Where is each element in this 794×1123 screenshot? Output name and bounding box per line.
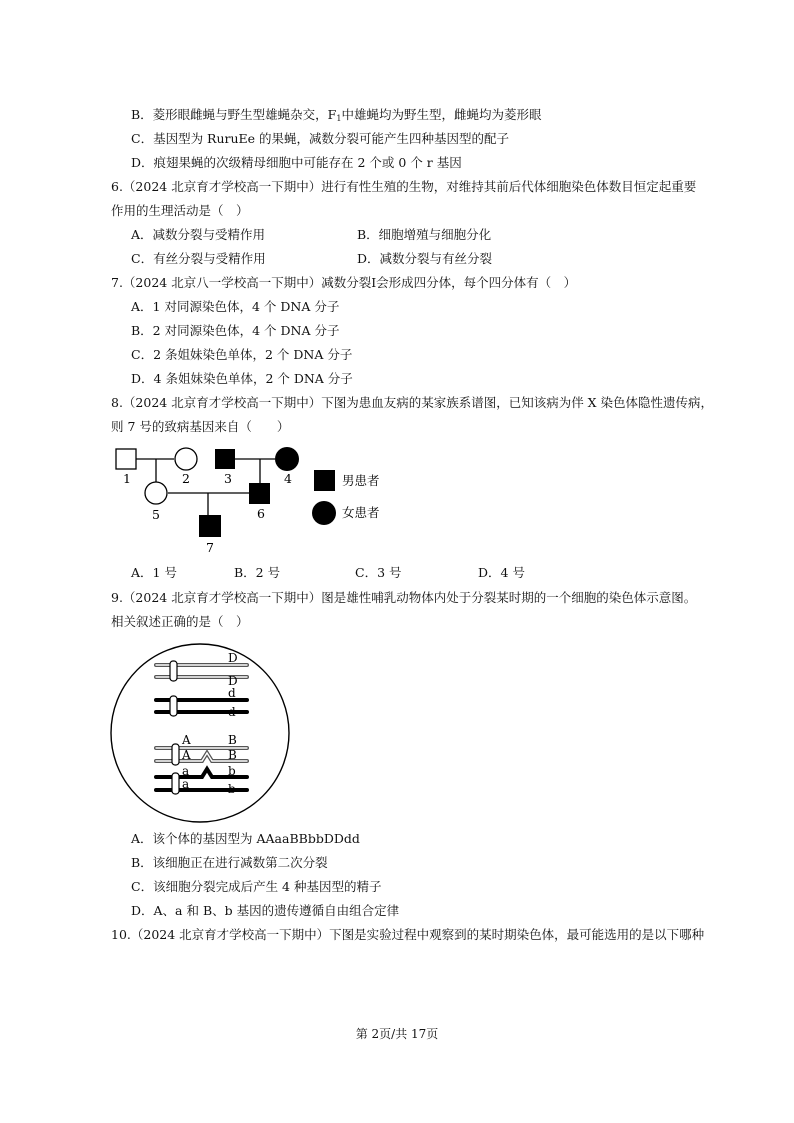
gene-label-D-1: D (228, 651, 238, 665)
q5-option-b: B．菱形眼雌蝇与野生型雄蝇杂交，$F_1$中雄蝇均为野生型，雌蝇均为菱形眼 (131, 107, 542, 123)
pedigree-individual-6 (249, 483, 270, 504)
pedigree-individual-3 (215, 449, 235, 469)
q6-option-d: D．减数分裂与有丝分裂 (357, 251, 493, 266)
q8-stem-line2: 则 7 号的致病基因来自（ ） (111, 419, 290, 434)
gene-label-b-2: b (228, 782, 236, 796)
q8-option-c: C．3 号 (355, 565, 402, 580)
legend-male-symbol (314, 470, 335, 491)
pedigree-label-6: 6 (257, 506, 265, 521)
cell-chromosome-diagram (110, 637, 290, 829)
pedigree-label-3: 3 (224, 471, 232, 486)
q9-stem-line1: 9.（2024 北京育才学校高一下期中）图是雄性哺乳动物体内处于分裂某时期的一个细胞的染色体示意图。 (111, 590, 697, 605)
cell-membrane (111, 644, 289, 822)
q7-option-c: C．2 条姐妹染色单体，2 个 DNA 分子 (131, 347, 353, 362)
pedigree-label-2: 2 (182, 471, 190, 486)
q5-option-d: D．痕翅果蝇的次级精母细胞中可能存在 2 个或 0 个 r 基因 (131, 155, 462, 170)
q8-option-d: D．4 号 (478, 565, 525, 580)
q8-stem-line1: 8.（2024 北京育才学校高一下期中）下图为患血友病的某家族系谱图，已知该病为伴 X 染色体隐性遗传病， (111, 395, 714, 410)
q7-option-b: B．2 对同源染色体，4 个 DNA 分子 (131, 323, 340, 338)
legend-female-symbol (312, 501, 336, 525)
gene-label-A-2: A (182, 748, 191, 762)
gene-label-B-2: B (228, 748, 237, 762)
gene-label-B-1: B (228, 733, 237, 747)
gene-label-A-1: A (182, 733, 191, 747)
q10-stem-line1: 10.（2024 北京育才学校高一下期中）下图是实验过程中观察到的某时期染色体，最可能选用的是以下哪种 (111, 927, 705, 942)
q7-stem: 7.（2024 北京八一学校高一下期中）减数分裂Ⅰ会形成四分体，每个四分体有（ ） (111, 275, 577, 290)
q8-option-a: A．1 号 (131, 565, 177, 580)
q6-option-b: B．细胞增殖与细胞分化 (357, 227, 492, 242)
gene-label-D-2: D (228, 674, 238, 688)
pedigree-individual-1 (116, 449, 136, 469)
page-footer: 第 2页/共 17页 (355, 1027, 439, 1041)
q6-stem-line2: 作用的生理活动是（ ） (111, 203, 249, 218)
pedigree-label-1: 1 (123, 471, 131, 486)
gene-label-a-2: a (182, 777, 190, 791)
q6-option-c: C．有丝分裂与受精作用 (131, 251, 266, 266)
q8-option-b: B．2 号 (234, 565, 281, 580)
q7-option-a: A．1 对同源染色体，4 个 DNA 分子 (131, 299, 340, 314)
legend-male-label: 男患者 (342, 473, 380, 488)
pedigree-chart (110, 440, 410, 560)
pedigree-label-4: 4 (284, 471, 292, 486)
pedigree-individual-5 (145, 482, 167, 504)
q9-option-b: B．该细胞正在进行减数第二次分裂 (131, 855, 328, 870)
q9-option-c: C．该细胞分裂完成后产生 4 种基因型的精子 (131, 879, 382, 894)
q6-option-a: A．减数分裂与受精作用 (131, 227, 266, 242)
pedigree-label-7: 7 (206, 540, 214, 555)
gene-label-b-1: b (228, 764, 236, 778)
q9-option-d: D．A、a 和 B、b 基因的遗传遵循自由组合定律 (131, 903, 400, 918)
q6-stem-line1: 6.（2024 北京育才学校高一下期中）进行有性生殖的生物，对维持其前后代体细胞染色体数目恒定起重要 (111, 179, 697, 194)
gene-label-d-2: d (228, 705, 236, 719)
gene-label-a-1: a (182, 764, 190, 778)
pedigree-individual-7 (199, 515, 221, 537)
pedigree-label-5: 5 (152, 507, 160, 522)
pedigree-individual-2 (175, 448, 197, 470)
gene-label-d-1: d (228, 686, 236, 700)
q5-option-c: C．基因型为 RuruEe 的果蝇，减数分裂可能产生四种基因型的配子 (131, 131, 510, 146)
legend-female-label: 女患者 (342, 505, 380, 520)
q9-stem-line2: 相关叙述正确的是（ ） (111, 614, 249, 629)
pedigree-individual-4 (275, 447, 299, 471)
q9-option-a: A．该个体的基因型为 AAaaBBbbDDdd (131, 831, 360, 846)
q7-option-d: D．4 条姐妹染色单体，2 个 DNA 分子 (131, 371, 353, 386)
